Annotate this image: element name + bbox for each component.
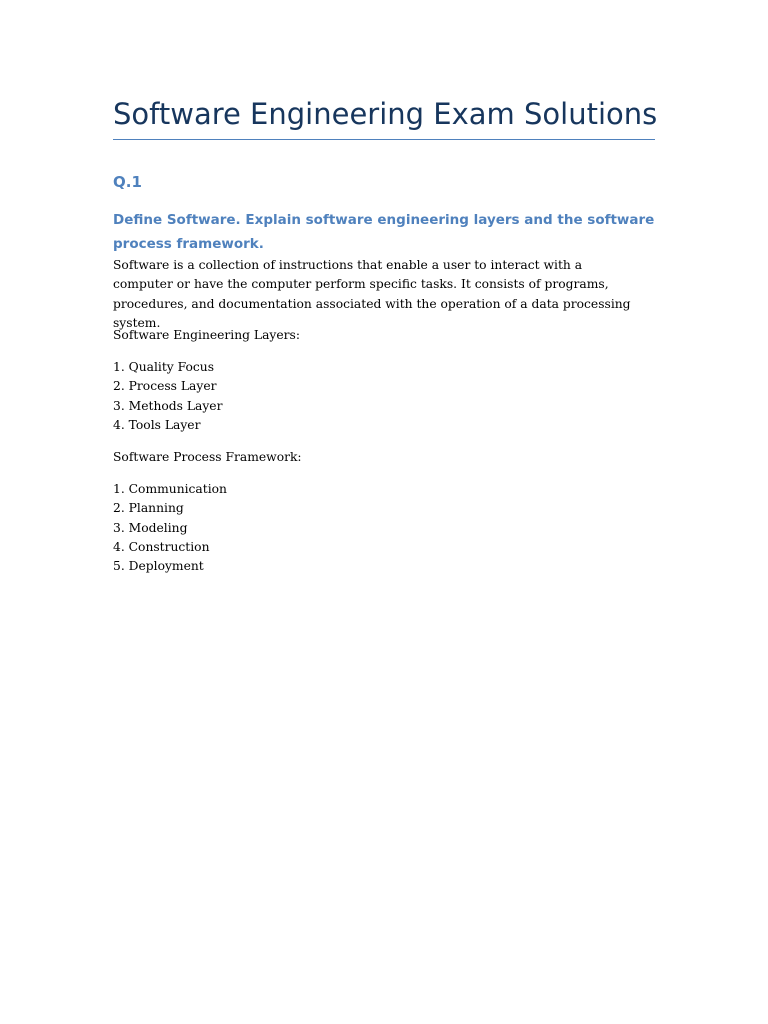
list-item: 4. Construction [113, 539, 210, 554]
question-heading: Define Software. Explain software engineering layers and the software process framework. [113, 212, 655, 252]
document-title: Software Engineering Exam Solutions [113, 97, 658, 131]
list-item: 1. Communication [113, 482, 227, 496]
list-item: 4. Tools Layer [113, 417, 201, 432]
list-item: 3. Methods Layer [113, 398, 223, 413]
layers-list [113, 358, 222, 435]
list-item: 3. Modeling [113, 520, 188, 535]
framework-intro: Software Process Framework: [113, 450, 302, 464]
list-item: 2. Planning [113, 501, 184, 516]
title-underline [113, 139, 655, 140]
question-number: Q.1 [113, 173, 142, 191]
layers-intro: Software Engineering Layers: [113, 328, 300, 342]
framework-list [113, 480, 227, 576]
software-definition-paragraph: Software is a collection of instructions that enable a user to interact with a computer or have the computer perform specific tasks. It consists of programs, procedures, and documentation associated with the operation of a data processing system. [113, 258, 631, 330]
list-item: 1. Quality Focus [113, 360, 215, 374]
list-item: 5. Deployment [113, 559, 204, 574]
list-item: 2. Process Layer [113, 379, 217, 394]
